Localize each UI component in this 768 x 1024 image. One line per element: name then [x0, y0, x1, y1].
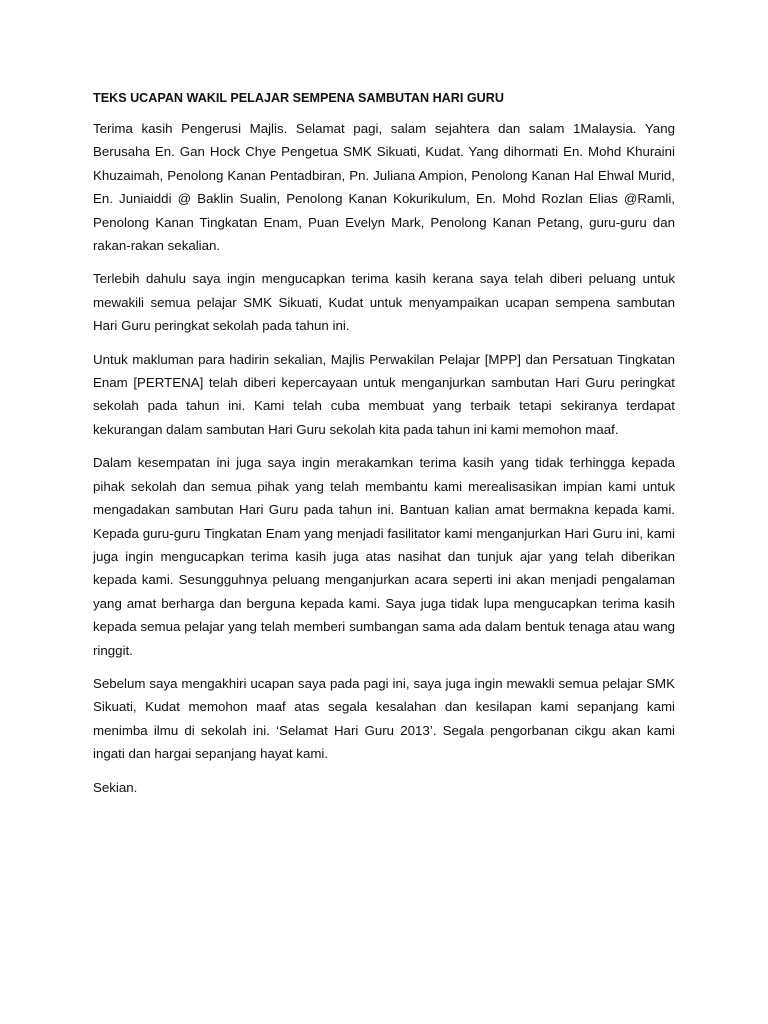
document-closing: Sekian. [93, 779, 138, 795]
document-title: TEKS UCAPAN WAKIL PELAJAR SEMPENA SAMBUTAN HARI GURU [93, 91, 504, 105]
paragraph-gratitude: Terlebih dahulu saya ingin mengucapkan terima kasih kerana saya telah diberi peluang untuk mewakili semua pelajar SMK Sikuati, Kudat untuk menyampaikan ucapan sempena sambutan Hari Guru peringkat sekolah pada tahun ini. [93, 271, 675, 334]
paragraph-greeting: Terima kasih Pengerusi Majlis. Selamat pagi, salam sejahtera dan salam 1Malaysia. Yang Berusaha En. Gan Hock Chye Pengetua SMK Sikuati, Kudat. Yang dihormati En. Mohd Khuraini Khuzaimah, Penolong Kanan Pentadbiran, Pn. Juliana Ampion, Penolong Kanan Hal Ehwal Murid, En. Juniaiddi @ Baklin Sualin, Penolong Kanan Kokurikulum, En. Mohd Rozlan Elias @Ramli, Penolong Kanan Tingkatan Enam, Puan Evelyn Mark, Penolong Kanan Petang, guru-guru dan rakan-rakan sekalian. [93, 121, 675, 254]
paragraph-apology: Sebelum saya mengakhiri ucapan saya pada pagi ini, saya juga ingin mewakli semua pelajar SMK Sikuati, Kudat memohon maaf atas segala kesalahan dan kesilapan kami sepanjang kami menimba ilmu di sekolah ini. ‘Selamat Hari Guru 2013’. Segala pengorbanan cikgu akan kami ingati dan hargai sepanjang hayat kami. [93, 675, 675, 762]
document-body [93, 88, 675, 799]
paragraph-thanks: Dalam kesempatan ini juga saya ingin merakamkan terima kasih yang tidak terhingga kepada pihak sekolah dan semua pihak yang telah membantu kami merealisasikan impian kami untuk mengadakan sambutan Hari Guru pada tahun ini. Bantuan kalian amat bermakna kepada kami. Kepada guru-guru Tingkatan Enam yang menjadi fasilitator kami menganjurkan Hari Guru ini, kami juga ingin mengucapkan terima kasih juga atas nasihat dan tunjuk ajar yang telah diberikan kepada kami. Sesungguhnya peluang menganjurkan acara seperti ini akan menjadi pengalaman yang amat berharga dan berguna kepada kami. Saya juga tidak lupa mengucapkan terima kasih kepada semua pelajar yang telah memberi sumbangan sama ada dalam bentuk tenaga atau wang ringgit. [93, 455, 675, 658]
paragraph-organizers: Untuk makluman para hadirin sekalian, Majlis Perwakilan Pelajar [MPP] dan Persatuan Tingkatan Enam [PERTENA] telah diberi kepercayaan untuk menganjurkan sambutan Hari Guru peringkat sekolah pada tahun ini. Kami telah cuba membuat yang terbaik tetapi sekiranya terdapat kekurangan dalam sambutan Hari Guru sekolah kita pada tahun ini kami memohon maaf. [93, 351, 675, 437]
